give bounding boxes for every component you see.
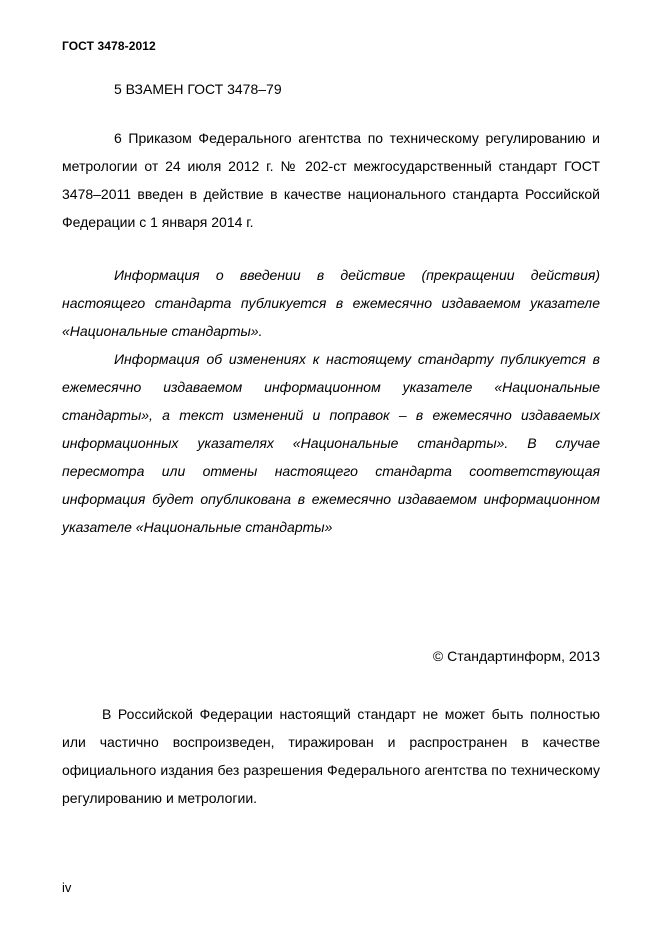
info-paragraph-2: Информация об изменениях к настоящему стандарту публикуется в ежемесячно издаваемом информационном указателе «Национальные стандарты», а текст изменений и поправок – в ежемесячно издаваемых информационных указателях «Национальные стандарты». В случае пересмотра или отмены настоящего стандарта соответствующая информация будет опубликована в ежемесячно издаваемом информационном указателе «Национальные стандарты» xyxy=(62,351,600,535)
info-paragraph-1: Информация о введении в действие (прекращении действия) настоящего стандарта публикуется в ежемесячно издаваемом указателе «Национальные стандарты». xyxy=(62,267,600,339)
page-number: iv xyxy=(62,880,72,895)
section-6 xyxy=(62,124,600,236)
copyright-line: © Стандартинформ, 2013 xyxy=(432,648,600,664)
document-header: ГОСТ 3478-2012 xyxy=(62,39,156,53)
section-5 xyxy=(62,75,600,103)
info-block xyxy=(62,261,600,541)
copyright-notice-text: В Российской Федерации настоящий стандарт не может быть полностью или частично воспроизведен, тиражирован и распространен в качестве официального издания без разрешения Федерального агентства по техническому регулированию и метрологии. xyxy=(62,706,600,806)
copyright-notice xyxy=(62,700,600,812)
section-5-text: 5 ВЗАМЕН ГОСТ 3478–79 xyxy=(114,81,282,97)
section-6-text: 6 Приказом Федерального агентства по техническому регулированию и метрологии от 24 июля 2012 г. № 202-ст межгосударственный стандарт ГОСТ 3478–2011 введен в действие в качестве национального стандарта Российской Федерации с 1 января 2014 г. xyxy=(62,130,600,230)
